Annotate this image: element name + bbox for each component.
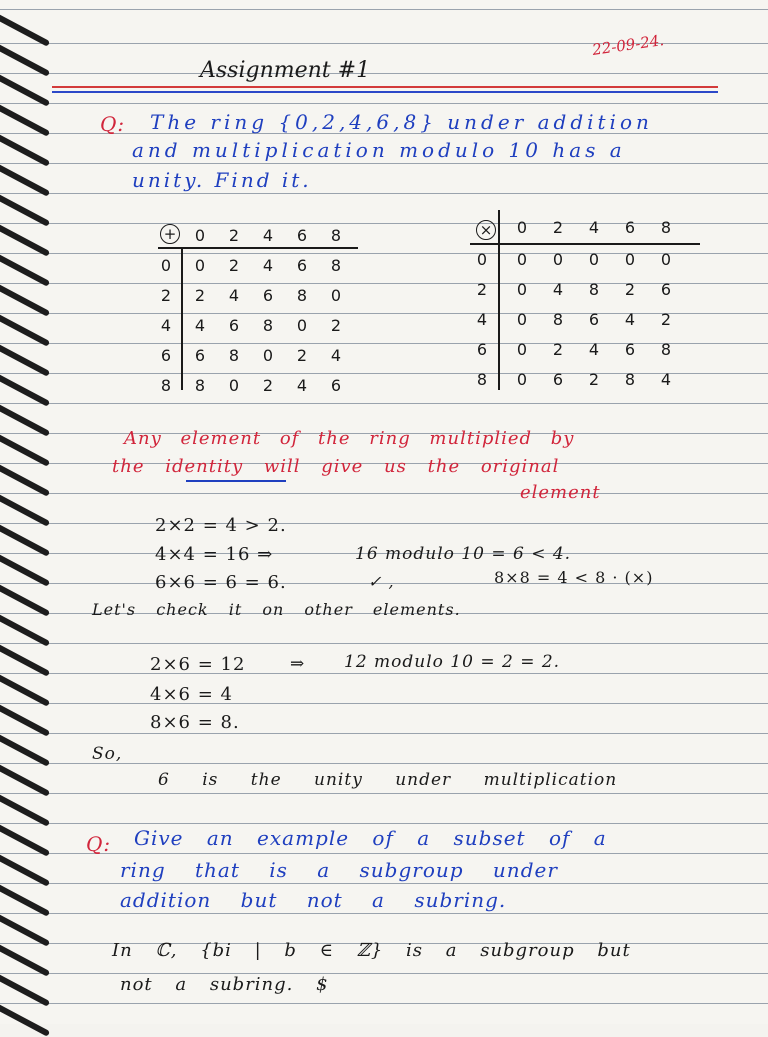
answer-2-line-2: not a subring. $ [120, 974, 329, 995]
multiplication-cell: 0 [516, 310, 528, 329]
spiral-hook [0, 902, 70, 932]
multiplication-header-cell: 2 [552, 218, 564, 237]
multiplication-cell: 0 [516, 280, 528, 299]
addition-cell: 6 [296, 256, 308, 275]
multiplication-cell: 0 [588, 250, 600, 269]
addition-cell: 8 [296, 286, 308, 305]
multiplication-row-label: 6 [476, 340, 488, 359]
multiplication-row-label: 4 [476, 310, 488, 329]
work-line-4: Let's check it on other elements. [92, 600, 461, 619]
multiplication-header-cell: 0 [516, 218, 528, 237]
addition-operator: + [160, 224, 180, 244]
note-line-3: element [520, 482, 601, 503]
addition-table-header-rule [158, 247, 358, 249]
spiral-hook [0, 302, 70, 332]
addition-cell: 6 [330, 376, 342, 395]
work-line-3a: 6×6 = 6 = 6. [155, 572, 287, 593]
question-2-marker: Q: [86, 832, 112, 856]
work-line-2a: 4×4 = 16 ⇒ [155, 544, 274, 565]
conclusion: 6 is the unity under multiplication [158, 770, 618, 790]
multiplication-operator: × [476, 220, 496, 240]
spiral-hook [0, 692, 70, 722]
multiplication-cell: 6 [660, 280, 672, 299]
multiplication-row-label: 8 [476, 370, 488, 389]
addition-header-cell: 2 [228, 226, 240, 245]
addition-table-divider [181, 248, 183, 390]
question-1-line-3: unity. Find it. [132, 168, 312, 192]
spiral-hook [0, 482, 70, 512]
addition-row-label: 8 [160, 376, 172, 395]
work-line-3b: ✓ , [368, 572, 395, 591]
addition-cell: 2 [330, 316, 342, 335]
addition-cell: 4 [194, 316, 206, 335]
answer-2-line-1: In ℂ, {bi | b ∈ ℤ} is a subgroup but [112, 940, 631, 961]
header-blue-rule [52, 91, 718, 93]
note-line-2: the identity will give us the original [112, 456, 560, 477]
spiral-hook [0, 32, 70, 62]
multiplication-cell: 4 [588, 340, 600, 359]
multiplication-cell: 8 [588, 280, 600, 299]
note-line-1: Any element of the ring multiplied by [124, 428, 575, 449]
multiplication-cell: 8 [660, 340, 672, 359]
addition-cell: 8 [330, 256, 342, 275]
addition-cell: 4 [330, 346, 342, 365]
addition-cell: 2 [296, 346, 308, 365]
spiral-hook [0, 92, 70, 122]
multiplication-cell: 0 [516, 370, 528, 389]
spiral-hook [0, 632, 70, 662]
spiral-hook [0, 842, 70, 872]
addition-cell: 0 [262, 346, 274, 365]
multiplication-cell: 4 [624, 310, 636, 329]
work-line-5c: 12 modulo 10 = 2 = 2. [344, 652, 561, 672]
multiplication-cell: 8 [624, 370, 636, 389]
multiplication-cell: 6 [552, 370, 564, 389]
work-line-3c: 8×8 = 4 < 8 · (×) [494, 568, 654, 587]
addition-row-label: 0 [160, 256, 172, 275]
multiplication-row-label: 2 [476, 280, 488, 299]
addition-cell: 0 [194, 256, 206, 275]
addition-cell: 0 [296, 316, 308, 335]
spiral-hook [0, 452, 70, 482]
multiplication-header-cell: 4 [588, 218, 600, 237]
addition-cell: 6 [194, 346, 206, 365]
page-title: Assignment #1 [200, 58, 371, 83]
multiplication-cell: 0 [516, 340, 528, 359]
question-2-line-3: addition but not a subring. [120, 888, 507, 912]
addition-cell: 6 [228, 316, 240, 335]
work-line-5a: 2×6 = 12 [150, 654, 246, 675]
spiral-hook [0, 242, 70, 272]
multiplication-cell: 6 [588, 310, 600, 329]
spiral-hook [0, 122, 70, 152]
work-line-6: 4×6 = 4 [150, 684, 233, 705]
multiplication-cell: 2 [588, 370, 600, 389]
spiral-hook [0, 422, 70, 452]
addition-row-label: 6 [160, 346, 172, 365]
multiplication-table-header-rule [470, 243, 700, 245]
multiplication-cell: 2 [552, 340, 564, 359]
multiplication-header-cell: 8 [660, 218, 672, 237]
addition-header-cell: 4 [262, 226, 274, 245]
multiplication-cell: 6 [624, 340, 636, 359]
addition-cell: 0 [228, 376, 240, 395]
multiplication-cell: 0 [516, 250, 528, 269]
addition-cell: 2 [228, 256, 240, 275]
spiral-hook [0, 212, 70, 242]
spiral-hook [0, 932, 70, 962]
multiplication-cell: 2 [660, 310, 672, 329]
spiral-hook [0, 962, 70, 992]
multiplication-cell: 4 [660, 370, 672, 389]
spiral-hook [0, 392, 70, 422]
spiral-hook [0, 782, 70, 812]
addition-cell: 6 [262, 286, 274, 305]
addition-row-label: 4 [160, 316, 172, 335]
multiplication-cell: 0 [660, 250, 672, 269]
multiplication-cell: 0 [552, 250, 564, 269]
date-label: 22-09-24. [591, 31, 666, 59]
spiral-hook [0, 182, 70, 212]
work-line-7: 8×6 = 8. [150, 712, 240, 733]
multiplication-cell: 8 [552, 310, 564, 329]
addition-cell: 2 [262, 376, 274, 395]
addition-cell: 4 [262, 256, 274, 275]
spiral-hook [0, 722, 70, 752]
so-label: So, [92, 744, 123, 764]
addition-cell: 4 [228, 286, 240, 305]
addition-header-cell: 6 [296, 226, 308, 245]
spiral-hook-wire [0, 1002, 50, 1036]
question-2-line-2: ring that is a subgroup under [120, 858, 558, 882]
spiral-hook [0, 362, 70, 392]
spiral-hook [0, 872, 70, 902]
spiral-hook [0, 752, 70, 782]
identity-underline [186, 480, 286, 482]
addition-row-label: 2 [160, 286, 172, 305]
spiral-hook [0, 2, 70, 32]
question-1-line-2: and multiplication modulo 10 has a [132, 138, 626, 162]
multiplication-cell: 4 [552, 280, 564, 299]
multiplication-header-cell: 6 [624, 218, 636, 237]
work-line-1: 2×2 = 4 > 2. [155, 515, 287, 536]
spiral-hook [0, 662, 70, 692]
addition-cell: 8 [262, 316, 274, 335]
spiral-hook [0, 332, 70, 362]
addition-cell: 2 [194, 286, 206, 305]
spiral-hook [0, 152, 70, 182]
spiral-hook [0, 992, 70, 1022]
addition-cell: 8 [228, 346, 240, 365]
multiplication-cell: 2 [624, 280, 636, 299]
spiral-hook [0, 512, 70, 542]
question-2-line-1: Give an example of a subset of a [134, 826, 607, 850]
addition-cell: 0 [330, 286, 342, 305]
spiral-hook [0, 272, 70, 302]
work-line-5b: ⇒ [290, 654, 306, 674]
spiral-hook [0, 602, 70, 632]
header-red-rule [52, 86, 718, 88]
multiplication-row-label: 0 [476, 250, 488, 269]
addition-cell: 4 [296, 376, 308, 395]
multiplication-cell: 0 [624, 250, 636, 269]
addition-header-cell: 8 [330, 226, 342, 245]
multiplication-table-divider [498, 210, 500, 390]
addition-header-cell: 0 [194, 226, 206, 245]
question-1-marker: Q: [100, 112, 126, 136]
question-1-line-1: The ring {0,2,4,6,8} under addition [150, 110, 653, 134]
spiral-hook [0, 572, 70, 602]
work-line-2b: 16 modulo 10 = 6 < 4. [355, 544, 572, 564]
spiral-hook [0, 812, 70, 842]
spiral-hook [0, 542, 70, 572]
addition-cell: 8 [194, 376, 206, 395]
